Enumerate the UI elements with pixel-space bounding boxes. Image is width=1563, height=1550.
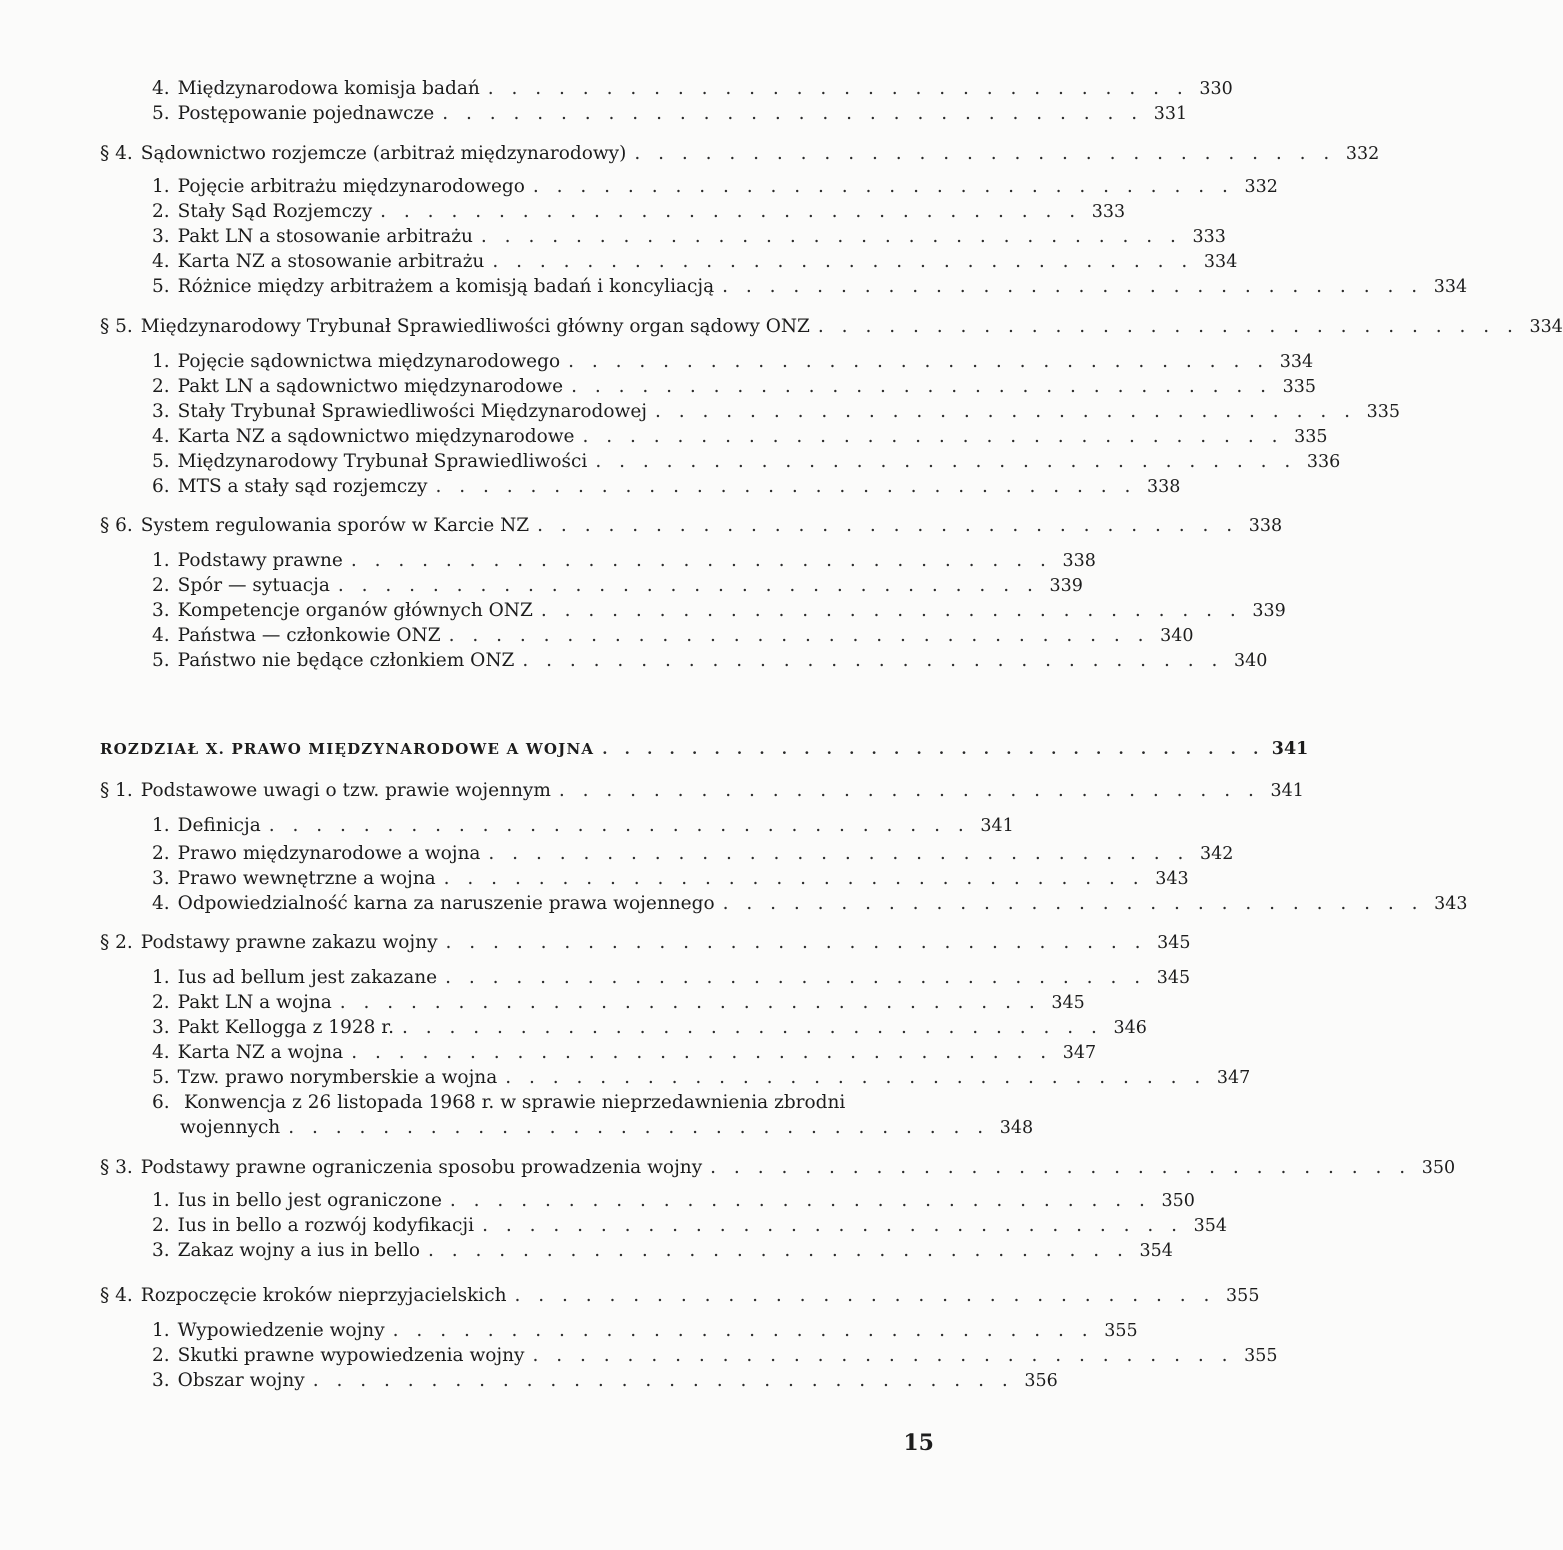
toc-item: 3. Prawo wewnętrzne a wojna . . . . . . . . . . . . . . . . . . . . . . . . . . . . . . 343 (152, 868, 1189, 889)
toc-section: § 1. Podstawowe uwagi o tzw. prawie wojennym . . . . . . . . . . . . . . . . . . . . . . . . . . . . . . 341 (100, 780, 1304, 801)
toc-item: 4. Karta NZ a sądownictwo międzynarodowe . . . . . . . . . . . . . . . . . . . . . . . . . . . . . . 335 (152, 426, 1328, 447)
toc-item: 4. Karta NZ a stosowanie arbitrażu . . . . . . . . . . . . . . . . . . . . . . . . . . . . . . 334 (152, 251, 1238, 272)
toc-item: 1. Ius ad bellum jest zakazane . . . . . . . . . . . . . . . . . . . . . . . . . . . . . . 345 (152, 967, 1191, 988)
toc-item: 3. Kompetencje organów głównych ONZ . . . . . . . . . . . . . . . . . . . . . . . . . . . . . . 339 (152, 600, 1286, 621)
dot-leader: . . . . . . . . . . . . . . . . . . . . . . . . . . . . . . (288, 1117, 990, 1138)
toc-item: 1. Ius in bello jest ograniczone . . . . . . . . . . . . . . . . . . . . . . . . . . . . . . 350 (152, 1190, 1195, 1211)
toc-item: 2. Pakt LN a wojna . . . . . . . . . . . . . . . . . . . . . . . . . . . . . . 345 (152, 992, 1085, 1013)
dot-leader: . . . . . . . . . . . . . . . . . . . . . . . . . . . . . . (442, 103, 1144, 124)
dot-leader: . . . . . . . . . . . . . . . . . . . . . . . . . . . . . . (380, 201, 1082, 222)
toc-item: 5. Państwo nie będące członkiem ONZ . . . . . . . . . . . . . . . . . . . . . . . . . . . . . . 340 (152, 650, 1268, 671)
dot-leader: . . . . . . . . . . . . . . . . . . . . . . . . . . . . . . (532, 176, 1234, 197)
toc-item-continuation: wojennych . . . . . . . . . . . . . . . . . . . . . . . . . . . . . . 348 (180, 1117, 1034, 1138)
dot-leader: . . . . . . . . . . . . . . . . . . . . . . . . . . . . . . (722, 276, 1424, 297)
dot-leader: . . . . . . . . . . . . . . . . . . . . . . . . . . . . . . (537, 515, 1239, 536)
toc-item: 6. Konwencja z 26 listopada 1968 r. w sprawie nieprzedawnienia zbrodni (152, 1092, 846, 1113)
dot-leader: . . . . . . . . . . . . . . . . . . . . . . . . . . . . . . (445, 932, 1147, 953)
dot-leader: . . . . . . . . . . . . . . . . . . . . . . . . . . . . . . (482, 1215, 1184, 1236)
dot-leader: . . . . . . . . . . . . . . . . . . . . . . . . . . . . . . (514, 1285, 1216, 1306)
dot-leader: . . . . . . . . . . . . . . . . . . . . . . . . . . . . . . (602, 740, 1265, 758)
toc-item: 4. Odpowiedzialność karna za naruszenie prawa wojennego . . . . . . . . . . . . . . . . . . . . . . . . . . . . . . 343 (152, 893, 1468, 914)
dot-leader: . . . . . . . . . . . . . . . . . . . . . . . . . . . . . . (350, 550, 1052, 571)
dot-leader: . . . . . . . . . . . . . . . . . . . . . . . . . . . . . . (448, 625, 1150, 646)
dot-leader: . . . . . . . . . . . . . . . . . . . . . . . . . . . . . . (443, 868, 1145, 889)
toc-item: 5. Różnice między arbitrażem a komisją badań i koncyliacją . . . . . . . . . . . . . . . . . . . . . . . . . . . . . . 334 (152, 276, 1468, 297)
dot-leader: . . . . . . . . . . . . . . . . . . . . . . . . . . . . . . (722, 893, 1424, 914)
dot-leader: . . . . . . . . . . . . . . . . . . . . . . . . . . . . . . (582, 426, 1284, 447)
dot-leader: . . . . . . . . . . . . . . . . . . . . . . . . . . . . . . (401, 1017, 1103, 1038)
dot-leader: . . . . . . . . . . . . . . . . . . . . . . . . . . . . . . (449, 1190, 1151, 1211)
toc-item: 1. Definicja . . . . . . . . . . . . . . . . . . . . . . . . . . . . . . 341 (152, 815, 1014, 836)
toc-item: 6. MTS a stały sąd rozjemczy . . . . . . . . . . . . . . . . . . . . . . . . . . . . . . 338 (152, 476, 1181, 497)
toc-item: 5. Tzw. prawo norymberskie a wojna . . . . . . . . . . . . . . . . . . . . . . . . . . . . . . 347 (152, 1067, 1251, 1088)
dot-leader: . . . . . . . . . . . . . . . . . . . . . . . . . . . . . . (505, 1067, 1207, 1088)
dot-leader: . . . . . . . . . . . . . . . . . . . . . . . . . . . . . . (595, 451, 1297, 472)
toc-section: § 2. Podstawy prawne zakazu wojny . . . . . . . . . . . . . . . . . . . . . . . . . . . . . . 345 (100, 932, 1191, 953)
dot-leader: . . . . . . . . . . . . . . . . . . . . . . . . . . . . . . (427, 1240, 1129, 1261)
dot-leader: . . . . . . . . . . . . . . . . . . . . . . . . . . . . . . (710, 1157, 1412, 1178)
toc-item: 3. Pakt Kellogga z 1928 r. . . . . . . . . . . . . . . . . . . . . . . . . . . . . . . 346 (152, 1017, 1147, 1038)
toc-item: 2. Spór — sytuacja . . . . . . . . . . . . . . . . . . . . . . . . . . . . . . 339 (152, 575, 1083, 596)
dot-leader: . . . . . . . . . . . . . . . . . . . . . . . . . . . . . . (488, 843, 1190, 864)
toc-section: § 4. Sądownictwo rozjemcze (arbitraż międzynarodowy) . . . . . . . . . . . . . . . . . . . . . . . . . . . . . . 332 (100, 143, 1380, 164)
toc-section: § 4. Rozpoczęcie kroków nieprzyjacielskich . . . . . . . . . . . . . . . . . . . . . . . . . . . . . . 355 (100, 1285, 1260, 1306)
toc-item: 1. Pojęcie sądownictwa międzynarodowego . . . . . . . . . . . . . . . . . . . . . . . . . . . . . . 334 (152, 351, 1314, 372)
dot-leader: . . . . . . . . . . . . . . . . . . . . . . . . . . . . . . (634, 143, 1336, 164)
dot-leader: . . . . . . . . . . . . . . . . . . . . . . . . . . . . . . (571, 376, 1273, 397)
dot-leader: . . . . . . . . . . . . . . . . . . . . . . . . . . . . . . (312, 1370, 1014, 1391)
toc-item: 4. Międzynarodowa komisja badań . . . . . . . . . . . . . . . . . . . . . . . . . . . . . . 330 (152, 78, 1233, 99)
dot-leader: . . . . . . . . . . . . . . . . . . . . . . . . . . . . . . (480, 226, 1182, 247)
dot-leader: . . . . . . . . . . . . . . . . . . . . . . . . . . . . . . (268, 815, 970, 836)
toc-section: § 6. System regulowania sporów w Karcie NZ . . . . . . . . . . . . . . . . . . . . . . . . . . . . . . 338 (100, 515, 1283, 536)
toc-item: 4. Karta NZ a wojna . . . . . . . . . . . . . . . . . . . . . . . . . . . . . . 347 (152, 1042, 1097, 1063)
toc-item: 2. Prawo międzynarodowe a wojna . . . . . . . . . . . . . . . . . . . . . . . . . . . . . . 342 (152, 843, 1234, 864)
toc-section: § 5. Międzynarodowy Trybunał Sprawiedliwości główny organ sądowy ONZ . . . . . . . . . . . . . . . . . . . . . . . . . . . . . . 334 (100, 316, 1563, 337)
dot-leader: . . . . . . . . . . . . . . . . . . . . . . . . . . . . . . (435, 476, 1137, 497)
dot-leader: . . . . . . . . . . . . . . . . . . . . . . . . . . . . . . (568, 351, 1270, 372)
toc-item: 5. Międzynarodowy Trybunał Sprawiedliwości . . . . . . . . . . . . . . . . . . . . . . . . . . . . . . 336 (152, 451, 1341, 472)
dot-leader: . . . . . . . . . . . . . . . . . . . . . . . . . . . . . . (558, 780, 1260, 801)
toc-item: 2. Skutki prawne wypowiedzenia wojny . . . . . . . . . . . . . . . . . . . . . . . . . . . . . . 355 (152, 1345, 1278, 1366)
chapter-heading: ROZDZIAŁ X. PRAWO MIĘDZYNARODOWE A WOJNA . . . . . . . . . . . . . . . . . . . . . . . . . . . . . . 341 (100, 739, 1309, 759)
toc-item: 3. Pakt LN a stosowanie arbitrażu . . . . . . . . . . . . . . . . . . . . . . . . . . . . . . 333 (152, 226, 1226, 247)
dot-leader: . . . . . . . . . . . . . . . . . . . . . . . . . . . . . . (351, 1042, 1053, 1063)
toc-item: 1. Podstawy prawne . . . . . . . . . . . . . . . . . . . . . . . . . . . . . . 338 (152, 550, 1096, 571)
dot-leader: . . . . . . . . . . . . . . . . . . . . . . . . . . . . . . (339, 992, 1041, 1013)
dot-leader: . . . . . . . . . . . . . . . . . . . . . . . . . . . . . . (655, 401, 1356, 422)
toc-item: 1. Pojęcie arbitrażu międzynarodowego . . . . . . . . . . . . . . . . . . . . . . . . . . . . . . 332 (152, 176, 1278, 197)
dot-leader: . . . . . . . . . . . . . . . . . . . . . . . . . . . . . . (445, 967, 1147, 988)
toc-item: 2. Stały Sąd Rozjemczy . . . . . . . . . . . . . . . . . . . . . . . . . . . . . . 333 (152, 201, 1126, 222)
toc-item: 1. Wypowiedzenie wojny . . . . . . . . . . . . . . . . . . . . . . . . . . . . . . 355 (152, 1320, 1138, 1341)
toc-item: 2. Pakt LN a sądownictwo międzynarodowe . . . . . . . . . . . . . . . . . . . . . . . . . . . . . . 335 (152, 376, 1317, 397)
toc-section: § 3. Podstawy prawne ograniczenia sposobu prowadzenia wojny . . . . . . . . . . . . . . . . . . . . . . . . . . . . . . 350 (100, 1157, 1456, 1178)
dot-leader: . . . . . . . . . . . . . . . . . . . . . . . . . . . . . . (392, 1320, 1094, 1341)
dot-leader: . . . . . . . . . . . . . . . . . . . . . . . . . . . . . . (337, 575, 1039, 596)
dot-leader: . . . . . . . . . . . . . . . . . . . . . . . . . . . . . . (522, 650, 1224, 671)
toc-item: 3. Zakaz wojny a ius in bello . . . . . . . . . . . . . . . . . . . . . . . . . . . . . . 354 (152, 1240, 1173, 1261)
toc-item: 3. Obszar wojny . . . . . . . . . . . . . . . . . . . . . . . . . . . . . . 356 (152, 1370, 1058, 1391)
toc-item: 5. Postępowanie pojednawcze . . . . . . . . . . . . . . . . . . . . . . . . . . . . . . 331 (152, 103, 1188, 124)
page-number: 15 (903, 1430, 934, 1456)
toc-item: 2. Ius in bello a rozwój kodyfikacji . . . . . . . . . . . . . . . . . . . . . . . . . . . . . . 354 (152, 1215, 1228, 1236)
dot-leader: . . . . . . . . . . . . . . . . . . . . . . . . . . . . . . (540, 600, 1242, 621)
toc-item: 4. Państwa — członkowie ONZ . . . . . . . . . . . . . . . . . . . . . . . . . . . . . . 340 (152, 625, 1194, 646)
dot-leader: . . . . . . . . . . . . . . . . . . . . . . . . . . . . . . (492, 251, 1194, 272)
dot-leader: . . . . . . . . . . . . . . . . . . . . . . . . . . . . . . (532, 1345, 1234, 1366)
toc-item: 3. Stały Trybunał Sprawiedliwości Międzynarodowej . . . . . . . . . . . . . . . . . . . . . . . . . . . . . . 335 (152, 401, 1400, 422)
dot-leader: . . . . . . . . . . . . . . . . . . . . . . . . . . . . . . (487, 78, 1189, 99)
dot-leader: . . . . . . . . . . . . . . . . . . . . . . . . . . . . . . (817, 316, 1519, 337)
